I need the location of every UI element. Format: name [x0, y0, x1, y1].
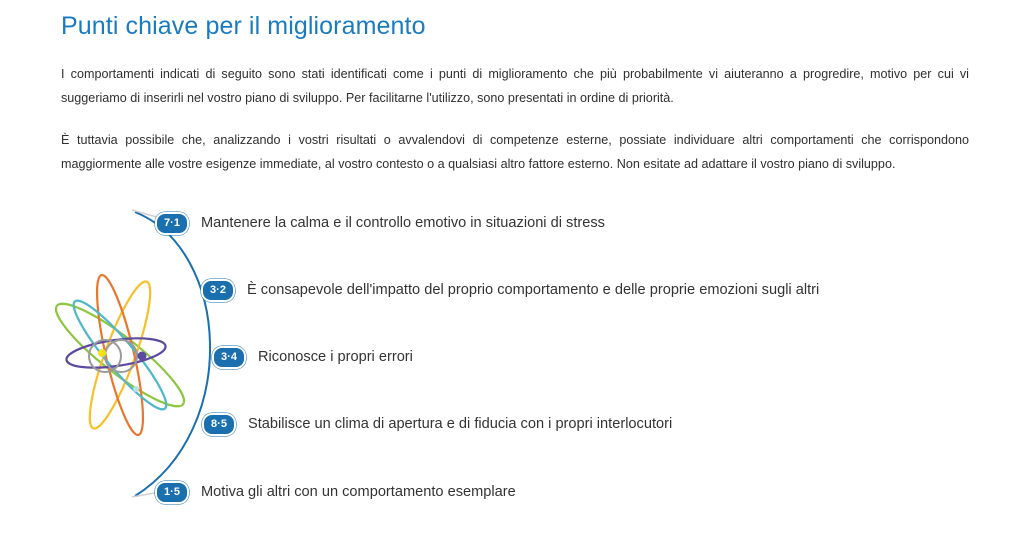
score-badge: 3·2 — [201, 279, 235, 302]
key-point-item[interactable] — [202, 413, 672, 435]
intro-paragraph: I comportamenti indicati di seguito sono stati identificati come i punti di miglioramento che più probabilmente vi aiuteranno a progredire, motivo per cui vi suggeriamo di inserirli nel vostro piano di sviluppo. Per facilitarne l'utilizzo, sono presentati in ordine di priorità. — [61, 67, 969, 105]
key-point-label: Mantenere la calma e il controllo emotivo in situazioni di stress — [201, 215, 605, 231]
score-badge: 3·4 — [212, 346, 246, 369]
key-point-label: Motiva gli altri con un comportamento esemplare — [201, 484, 516, 500]
note-paragraph: È tuttavia possibile che, analizzando i vostri risultati o avvalendovi di competenze esterne, possiate individuare altri comportamenti che corrispondono maggiormente alle vostre esigenze immediate, al vostro contesto o a qualsiasi altro fattore esterno. Non esitate ad adattare il vostro piano di sviluppo. — [61, 133, 969, 171]
key-point-item[interactable] — [201, 279, 819, 301]
key-point-label: Riconosce i propri errori — [258, 349, 413, 365]
score-badge: 1·5 — [155, 481, 189, 504]
key-point-label: È consapevole dell'impatto del proprio comportamento e delle proprie emozioni sugli altri — [247, 282, 820, 298]
score-badge: 8·5 — [202, 413, 236, 436]
timeline-arc — [135, 212, 210, 496]
page-title: Punti chiave per il miglioramento — [61, 12, 426, 40]
key-point-item[interactable] — [155, 212, 605, 234]
electron-dot — [138, 352, 147, 361]
electron-dot — [133, 386, 139, 392]
key-point-item[interactable] — [212, 346, 413, 368]
key-point-label: Stabilisce un clima di apertura e di fiducia con i propri interlocutori — [248, 416, 673, 432]
score-badge: 7·1 — [155, 212, 189, 235]
key-point-item[interactable] — [155, 481, 516, 503]
atom-icon — [46, 272, 194, 438]
electron-dot — [98, 349, 106, 357]
